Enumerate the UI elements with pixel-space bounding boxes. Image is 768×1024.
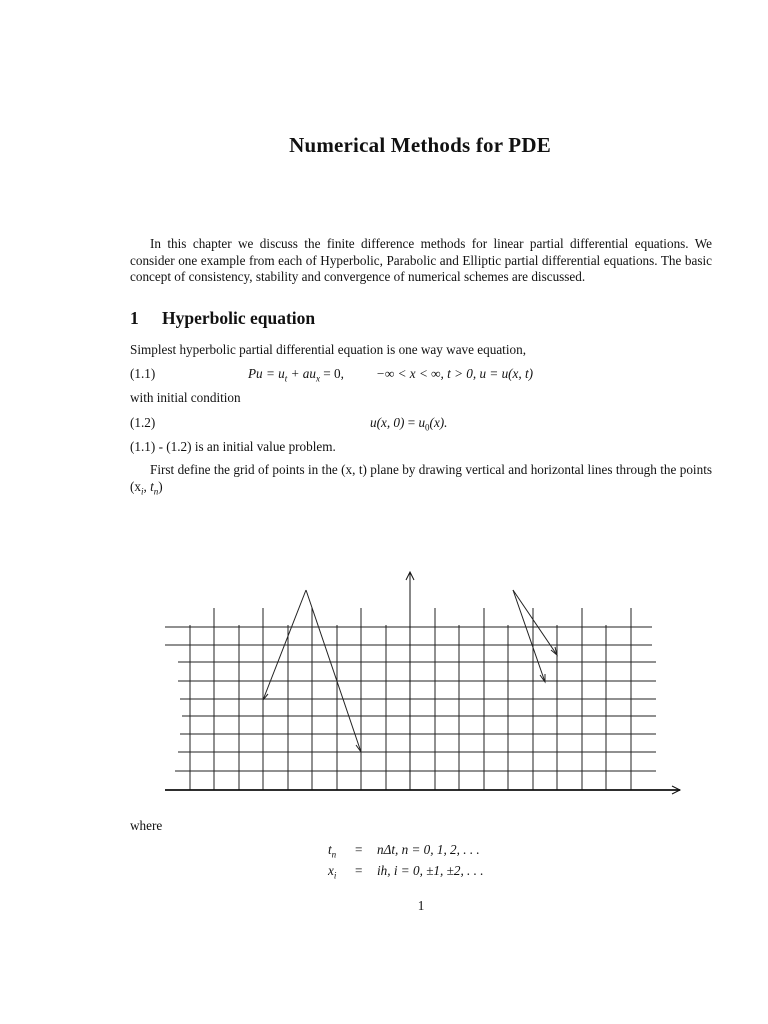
- characteristic-line-steep: [513, 590, 545, 682]
- page-number: 1: [417, 898, 425, 913]
- equation-number-1-2: (1.2): [130, 415, 156, 430]
- characteristic-line-right: [306, 590, 361, 752]
- equation-1-2: u(x, $0) = u_0(x)$.: [370, 415, 448, 433]
- initial-condition-line: with initial condition: [130, 390, 241, 405]
- page: Numerical Methods for PDE In this chapter we discuss the finite difference methods for linear partial differential equations. We consider one example from each of Hyperbolic, Parabolic and Elliptic partial differential equations. The basic concept of consistency, stability and convergence of numerical schemes are discussed. 1 Hyperbolic equation Simplest hyperbolic partial differential equation is one way wave equation, (1.1) $Pu = u_t + au_x = 0$, −∞ < x < ∞, t > 0, u = u(x, t) with initial condition (1.2) u(x, $0) = u_0(x)$. (1.1) - (1.2) is an initial value problem. First define the grid of points in the (x, t) plane by drawing vertical and horizontal lines through the points ($x_i$, $t_n$) where $t_n$ = nΔt, n = 0, 1, 2, . . . $x_i$ = ih, i = 0, ±1, ±2, . . . 1: [0, 0, 768, 1024]
- where-label: where: [130, 818, 163, 833]
- ivp-line: (1.1) - (1.2) is an initial value problem.: [130, 439, 336, 454]
- grid-paragraph: First define the grid of points in the (x, t) plane by drawing vertical and horizontal lines through the points ($x_i$, $t_n$): [130, 462, 712, 497]
- abstract: In this chapter we discuss the finite difference methods for linear partial differential equations. We consider one example from each of Hyperbolic, Parabolic and Elliptic partial differential equations. The basic concept of consistency, stability and convergence of numerical schemes are discussed.: [130, 236, 712, 284]
- intro-line: Simplest hyperbolic partial differential equation is one way wave equation,: [130, 342, 526, 357]
- page-title: Numerical Methods for PDE: [289, 133, 551, 157]
- equation-number-1-1: (1.1): [130, 366, 156, 381]
- equation-1-1-condition: −∞ < x < ∞, t > 0, u = u(x, t): [376, 366, 534, 381]
- grid-paragraph-text: First define the grid of points in the (x, t) plane by drawing vertical and horizontal lines through the points (x: [130, 462, 712, 494]
- equation-1-1: $Pu = u_t + au_x = 0$,: [248, 366, 344, 384]
- equation-1-1-lhs: Pu = u: [248, 366, 285, 381]
- section-number: 1: [130, 308, 139, 328]
- section-title: Hyperbolic equation: [162, 308, 316, 328]
